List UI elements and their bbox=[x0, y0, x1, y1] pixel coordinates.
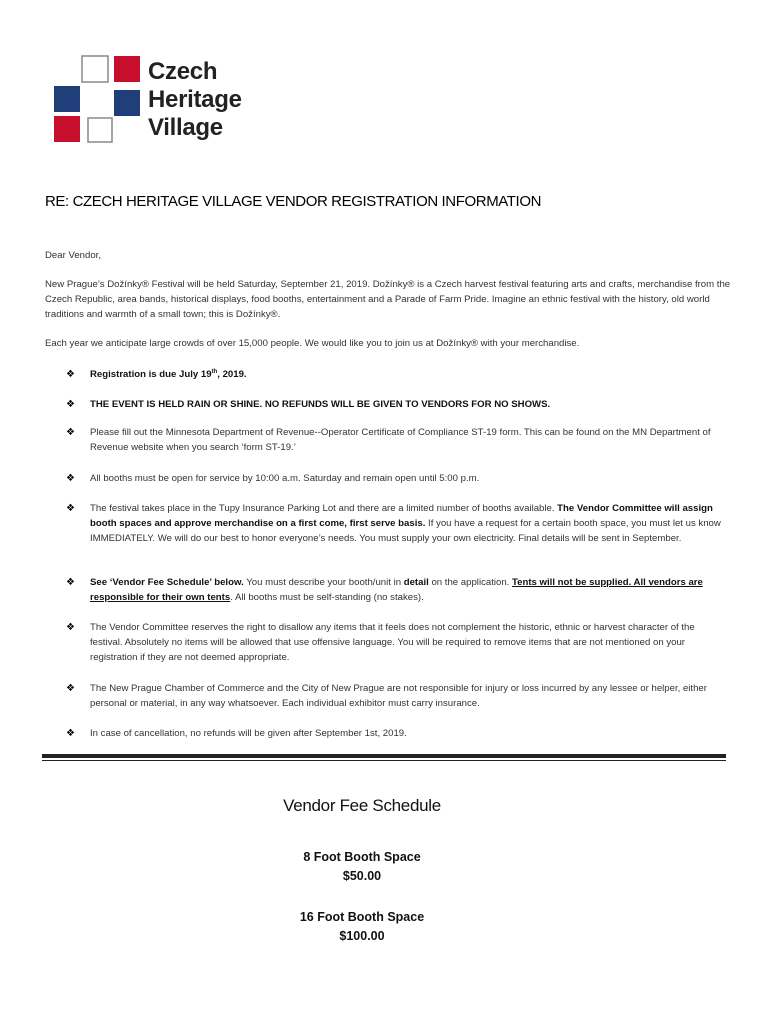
intro-paragraph: New Prague’s Dožínky® Festival will be held Saturday, September 21, 2019. Dožínky® is a Czech harvest festival featuring arts and crafts, merchandise from the Czech Republic, area bands, historical displays, food booths, entertainment and a Parade of Farm Pride. Imagine an ethnic festival with the history, old world traditions and warmth of a small town; this is Dožínky®. bbox=[45, 279, 731, 320]
logo-square-outline-top bbox=[82, 56, 108, 82]
section-divider-thick bbox=[42, 754, 726, 758]
checkered-squares-logo-mark bbox=[52, 54, 144, 146]
liability-text: The New Prague Chamber of Commerce and the City of New Prague are not responsible for injury or loss incurred by any lessee or helper, either personal or material, in any way whatsoever. Each individual exhibitor must carry insurance. bbox=[90, 683, 707, 709]
diamond-bullet-icon: ❖ bbox=[66, 728, 75, 739]
booth-location-text: The festival takes place in the Tupy Insurance Parking Lot and there are a limited number of booths available. bbox=[90, 503, 558, 514]
diamond-bullet-icon: ❖ bbox=[66, 369, 75, 380]
list-item-fee-schedule-note bbox=[66, 575, 726, 605]
booth-assignment-text: The Vendor Committee will assign booth spaces and approve merchandise on a first come, first serve basis. bbox=[90, 503, 713, 529]
fee-item-16ft-price: $100.00 bbox=[339, 929, 385, 943]
diamond-bullet-icon: ❖ bbox=[66, 622, 75, 633]
booth-hours-text: All booths must be open for service by 10:00 a.m. Saturday and remain open until 5:00 p.m. bbox=[90, 473, 480, 484]
logo-square-red-bottom bbox=[54, 116, 80, 142]
diamond-bullet-icon: ❖ bbox=[66, 683, 75, 694]
list-item-registration-due bbox=[66, 367, 726, 382]
tents-not-supplied-text: Tents will not be supplied. All vendors are responsible for their own tents bbox=[90, 577, 703, 603]
registration-due-text: Registration is due July 19 bbox=[90, 369, 212, 380]
diamond-bullet-icon: ❖ bbox=[66, 427, 75, 438]
booth-request-text: If you have a request for a certain booth space, you must let us know IMMEDIATELY. We will do our best to honor everyone’s needs. You must supply your own electricity. Final details will be sent in September. bbox=[90, 518, 721, 544]
fee-schedule-title: Vendor Fee Schedule bbox=[283, 796, 441, 815]
logo-square-blue-left bbox=[54, 86, 80, 112]
detail-emphasis: detail bbox=[403, 577, 429, 588]
list-item-booth-location bbox=[66, 501, 726, 546]
fee-item-8ft-price: $50.00 bbox=[342, 869, 382, 883]
diamond-bullet-icon: ❖ bbox=[66, 503, 75, 514]
fee-item-16ft-label: 16 Foot Booth Space bbox=[299, 910, 425, 924]
list-item-cancellation bbox=[66, 726, 726, 741]
describe-booth-text: You must describe your booth/unit in bbox=[243, 577, 404, 588]
logo-square-blue-right bbox=[114, 90, 140, 116]
diamond-bullet-icon: ❖ bbox=[66, 473, 75, 484]
logo-line-heritage: Heritage bbox=[148, 86, 242, 113]
list-item-item-approval bbox=[66, 620, 726, 665]
list-item-booth-hours bbox=[66, 471, 726, 486]
logo-square-outline-bottom bbox=[88, 118, 112, 142]
czech-heritage-village-logo bbox=[52, 54, 272, 146]
greeting: Dear Vendor, bbox=[45, 250, 102, 261]
list-item-rain-or-shine bbox=[66, 397, 726, 412]
fee-item-8ft-label: 8 Foot Booth Space bbox=[303, 850, 421, 864]
registration-due-year: , 2019. bbox=[217, 369, 247, 380]
list-item-liability bbox=[66, 681, 726, 711]
application-text: on the application. bbox=[428, 577, 513, 588]
diamond-bullet-icon: ❖ bbox=[66, 399, 75, 410]
item-approval-text: The Vendor Committee reserves the right to disallow any items that it feels does not complement the historic, ethnic or harvest character of the festival. Absolutely no items will be allowed that use offensive language. You will be required to remove items that are not mentioned on your registration if they are not deemed appropriate. bbox=[90, 622, 695, 663]
self-standing-text: . All booths must be self-standing (no stakes). bbox=[230, 592, 424, 603]
st19-form-text: Please fill out the Minnesota Department of Revenue--Operator Certificate of Compliance ST-19 form. This can be found on the MN Department of Revenue website when you search ‘form ST-19.’ bbox=[90, 427, 711, 453]
rain-or-shine-text: THE EVENT IS HELD RAIN OR SHINE. NO REFUNDS WILL BE GIVEN TO VENDORS FOR NO SHOWS. bbox=[90, 399, 551, 410]
document-heading: RE: CZECH HERITAGE VILLAGE VENDOR REGISTRATION INFORMATION bbox=[45, 193, 542, 210]
logo-wordmark bbox=[148, 58, 242, 142]
crowds-paragraph: Each year we anticipate large crowds of over 15,000 people. We would like you to join us at Dožínky® with your merchandise. bbox=[45, 338, 580, 349]
list-item-st19-form bbox=[66, 425, 726, 455]
logo-square-red-top bbox=[114, 56, 140, 82]
cancellation-text: In case of cancellation, no refunds will be given after September 1st, 2019. bbox=[90, 728, 407, 739]
logo-line-czech: Czech bbox=[148, 58, 218, 85]
section-divider-thin bbox=[42, 760, 726, 761]
registration-due-suffix: th bbox=[211, 368, 218, 375]
diamond-bullet-icon: ❖ bbox=[66, 577, 75, 588]
logo-line-village: Village bbox=[148, 114, 223, 141]
see-fee-schedule-text: See ‘Vendor Fee Schedule’ below. bbox=[90, 577, 244, 588]
